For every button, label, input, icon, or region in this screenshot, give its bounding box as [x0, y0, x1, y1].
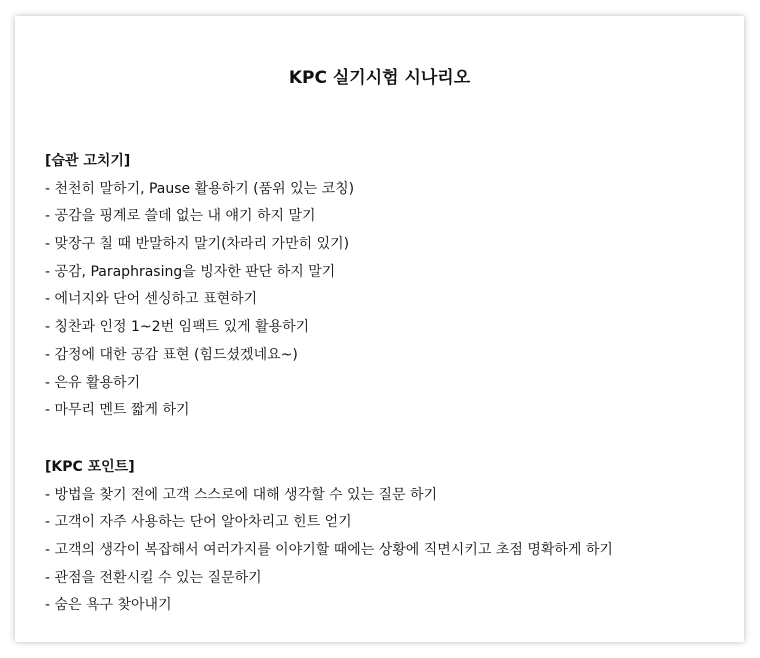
- list-item: - 숨은 욕구 찾아내기: [45, 597, 172, 614]
- list-item: - 관점을 전환시킬 수 있는 질문하기: [45, 569, 262, 586]
- list-item: - 공감, Paraphrasing을 빙자한 판단 하지 말기: [45, 263, 336, 280]
- document-page: [15, 16, 744, 642]
- list-item: - 은유 활용하기: [45, 374, 141, 391]
- list-item: - 천천히 말하기, Pause 활용하기 (품위 있는 코칭): [45, 180, 355, 197]
- section-heading: [습관 고치기]: [45, 153, 131, 169]
- list-item: - 감정에 대한 공감 표현 (힘드셨겠네요~): [45, 346, 298, 363]
- list-item: - 방법을 찾기 전에 고객 스스로에 대해 생각할 수 있는 질문 하기: [45, 486, 438, 503]
- list-item: - 공감을 핑계로 쓸데 없는 내 얘기 하지 말기: [45, 208, 316, 225]
- list-item: - 고객의 생각이 복잡해서 여러가지를 이야기할 때에는 상황에 직면시키고 초점 명확하게 하기: [45, 542, 613, 559]
- list-item: - 마무리 멘트 짧게 하기: [45, 402, 190, 419]
- section-heading: [KPC 포인트]: [45, 459, 135, 475]
- section-kpc-points: [45, 454, 734, 620]
- list-item: - 고객이 자주 사용하는 단어 알아차리고 힌트 얻기: [45, 514, 352, 531]
- list-item: - 맞장구 칠 때 반말하지 말기(차라리 가만히 있기): [45, 236, 350, 253]
- list-item: - 에너지와 단어 센싱하고 표현하기: [45, 291, 258, 308]
- document-title: KPC 실기시험 시나리오: [288, 68, 471, 88]
- section-habits: [45, 148, 734, 425]
- list-item: - 칭찬과 인정 1~2번 임팩트 있게 활용하기: [45, 319, 310, 336]
